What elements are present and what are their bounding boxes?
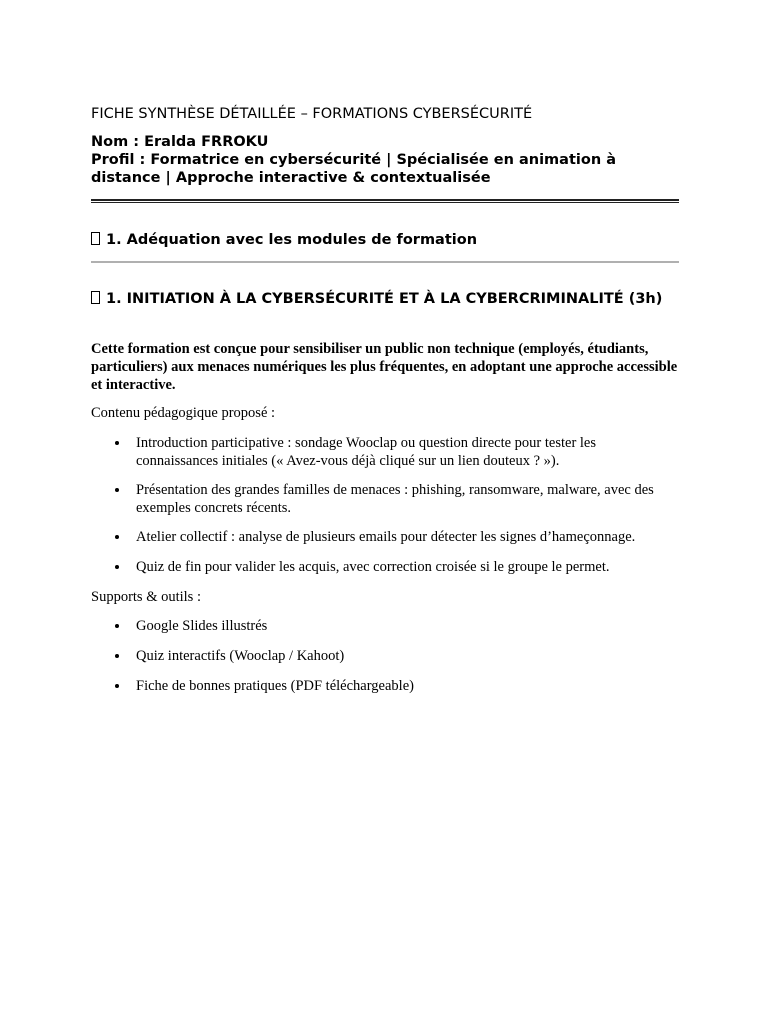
- list-item-text: Présentation des grandes familles de menaces : phishing, ransomware, malware, avec des exemples concrets récents.: [136, 482, 654, 516]
- list-item: [91, 481, 679, 517]
- bullet-icon: [115, 684, 119, 688]
- bullet-icon: [115, 565, 119, 569]
- list-item-text: Google Slides illustrés: [136, 618, 268, 634]
- list-item: [91, 617, 679, 635]
- module-heading: [91, 290, 679, 308]
- content-label: Contenu pédagogique proposé :: [91, 405, 276, 421]
- module-heading-text: 1. INITIATION À LA CYBERSÉCURITÉ ET À LA CYBERCRIMINALITÉ (3h): [106, 291, 663, 307]
- section-heading: [91, 230, 679, 250]
- missing-glyph-icon: [91, 232, 100, 245]
- author-meta: [91, 133, 679, 187]
- content-list: [91, 434, 679, 576]
- document-title: FICHE SYNTHÈSE DÉTAILLÉE – FORMATIONS CYBERSÉCURITÉ: [91, 106, 533, 122]
- module-intro: Cette formation est conçue pour sensibiliser un public non technique (employés, étudiants, particuliers) aux menaces numériques les plus fréquentes, en adoptant une approche accessible et interactive.: [91, 341, 678, 393]
- list-item-text: Quiz de fin pour valider les acquis, avec correction croisée si le groupe le permet.: [136, 559, 610, 575]
- list-item: [91, 647, 679, 665]
- list-item-text: Introduction participative : sondage Wooclap ou question directe pour tester les connaissances initiales (« Avez-vous déjà cliqué sur un lien douteux ? »).: [136, 435, 597, 469]
- supports-label: Supports & outils :: [91, 589, 201, 605]
- bullet-icon: [115, 535, 119, 539]
- author-name: Nom : Eralda FRROKU: [91, 134, 269, 150]
- section-divider: [91, 261, 679, 263]
- bullet-icon: [115, 441, 119, 445]
- list-item-text: Fiche de bonnes pratiques (PDF téléchargeable): [136, 678, 414, 694]
- double-divider: [91, 199, 679, 203]
- list-item: [91, 528, 679, 546]
- bullet-icon: [115, 488, 119, 492]
- list-item-text: Quiz interactifs (Wooclap / Kahoot): [136, 648, 345, 664]
- missing-glyph-icon: [91, 291, 100, 304]
- list-item: [91, 677, 679, 695]
- section-heading-text: 1. Adéquation avec les modules de formation: [106, 232, 478, 248]
- list-item-text: Atelier collectif : analyse de plusieurs emails pour détecter les signes d’hameçonnage.: [136, 529, 636, 545]
- supports-list: [91, 617, 679, 695]
- list-item: [91, 434, 679, 470]
- author-profile: Profil : Formatrice en cybersécurité | Spécialisée en animation à distance | Approche interactive & contextualisée: [91, 152, 616, 186]
- list-item: [91, 558, 679, 576]
- bullet-icon: [115, 624, 119, 628]
- bullet-icon: [115, 654, 119, 658]
